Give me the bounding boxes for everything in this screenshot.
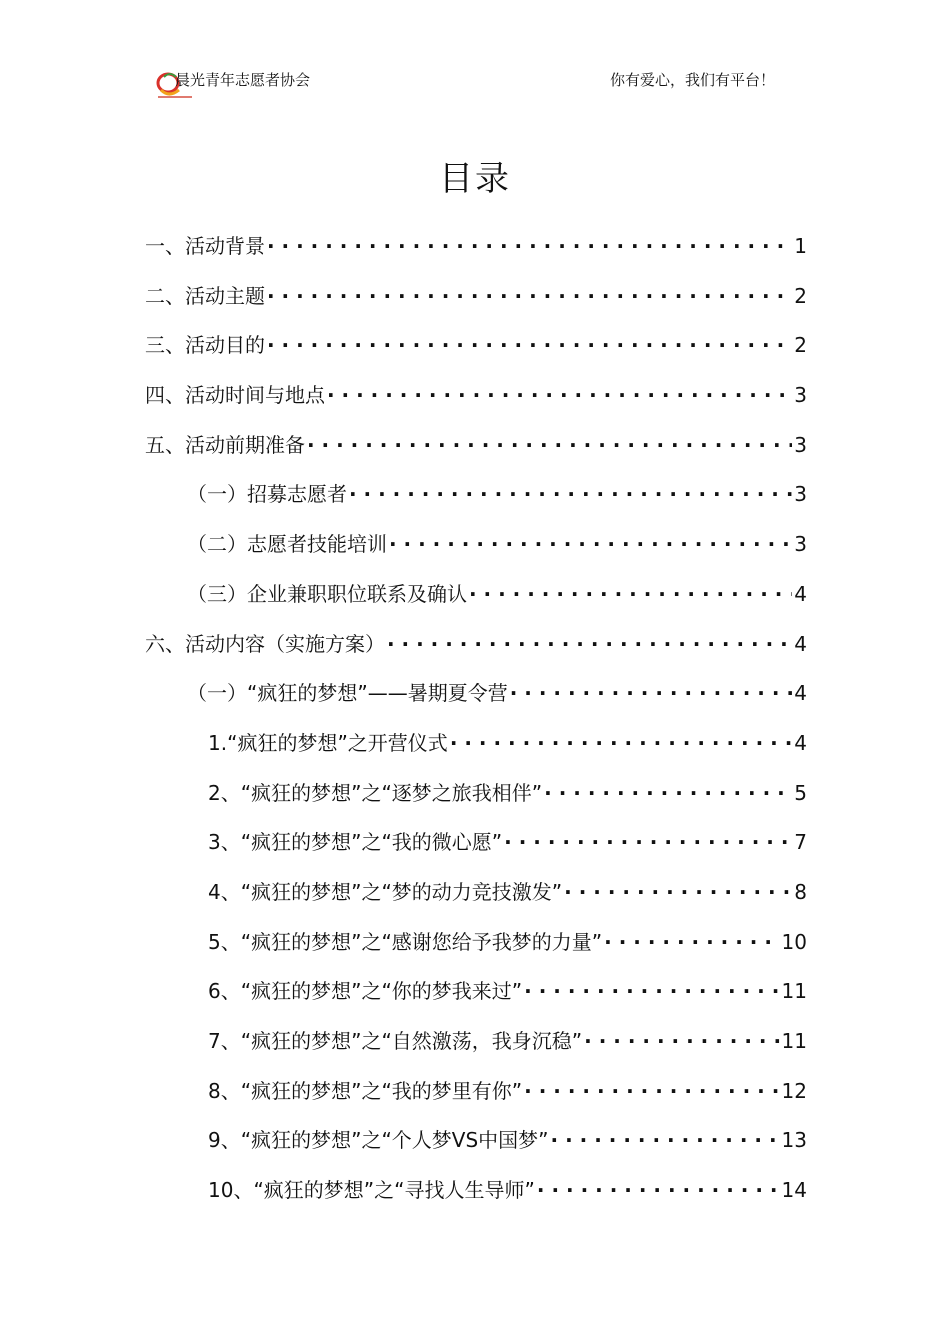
toc-entry-title: 4、“疯狂的梦想”之“梦的动力竞技激发” bbox=[208, 879, 563, 904]
toc-entry-page-number: 3 bbox=[794, 482, 807, 507]
organization-name: 晨光青年志愿者协会 bbox=[175, 71, 311, 89]
toc-entry[interactable] bbox=[145, 1025, 807, 1075]
toc-entry-page-number: 4 bbox=[794, 631, 807, 656]
toc-entry[interactable] bbox=[145, 727, 807, 777]
toc-entry-title: 一、活动背景 bbox=[145, 234, 265, 258]
toc-dot-leader bbox=[267, 333, 792, 357]
toc-dot-leader bbox=[267, 284, 792, 308]
toc-entry-page-number: 2 bbox=[794, 333, 807, 358]
toc-entry[interactable] bbox=[145, 1174, 807, 1224]
toc-entry-page-number: 8 bbox=[794, 879, 807, 904]
toc-entry-title: 5、“疯狂的梦想”之“感谢您给予我梦的力量” bbox=[208, 929, 603, 954]
toc-dot-leader bbox=[584, 1029, 779, 1053]
toc-entry[interactable] bbox=[145, 329, 807, 379]
toc-dot-leader bbox=[504, 830, 792, 854]
toc-dot-leader bbox=[469, 582, 792, 606]
toc-dot-leader bbox=[349, 482, 792, 506]
toc-entry-title: 五、活动前期准备 bbox=[145, 432, 305, 457]
toc-dot-leader bbox=[327, 383, 792, 407]
toc-dot-leader bbox=[604, 930, 779, 954]
toc-entry-title: 7、“疯狂的梦想”之“自然激荡，我身沉稳” bbox=[208, 1029, 583, 1053]
toc-entry[interactable] bbox=[145, 578, 807, 628]
toc-dot-leader bbox=[524, 979, 779, 1003]
toc-dot-leader bbox=[544, 781, 792, 805]
toc-entry-title: 10、“疯狂的梦想”之“寻找人生导师” bbox=[208, 1178, 535, 1203]
toc-entry-page-number: 5 bbox=[794, 780, 807, 805]
toc-entry[interactable] bbox=[145, 677, 807, 727]
toc-entry-page-number: 3 bbox=[794, 383, 807, 408]
toc-entry-title: 二、活动主题 bbox=[145, 283, 265, 308]
header-slogan: 你有爱心，我们有平台！ bbox=[609, 71, 775, 89]
toc-entry-page-number: 10 bbox=[781, 929, 807, 954]
toc-entry-page-number: 14 bbox=[781, 1178, 807, 1203]
toc-entry-title: 六、活动内容（实施方案） bbox=[145, 631, 385, 656]
toc-entry[interactable] bbox=[145, 628, 807, 678]
toc-dot-leader bbox=[551, 1128, 780, 1152]
toc-dot-leader bbox=[537, 1178, 780, 1202]
toc-entry-title: （一）“疯狂的梦想”——暑期夏令营 bbox=[187, 681, 508, 706]
toc-entry[interactable] bbox=[145, 379, 807, 429]
toc-entry-title: 2、“疯狂的梦想”之“逐梦之旅我相伴” bbox=[208, 780, 543, 805]
toc-entry[interactable] bbox=[145, 975, 807, 1025]
toc-entry-title: 三、活动目的 bbox=[145, 333, 265, 358]
toc-entry-page-number: 12 bbox=[781, 1078, 807, 1103]
toc-entry-title: 3、“疯狂的梦想”之“我的微心愿” bbox=[208, 830, 503, 855]
toc-entry-title: 四、活动时间与地点 bbox=[145, 383, 325, 408]
toc-entry[interactable] bbox=[145, 777, 807, 827]
toc-dot-leader bbox=[524, 1079, 779, 1103]
toc-entry-page-number: 13 bbox=[781, 1128, 807, 1153]
toc-entry[interactable] bbox=[145, 478, 807, 528]
toc-entry-page-number: 11 bbox=[781, 1029, 807, 1053]
toc-entry[interactable] bbox=[145, 429, 807, 479]
toc-entry-page-number: 4 bbox=[794, 730, 807, 755]
toc-entry-title: （一）招募志愿者 bbox=[187, 482, 347, 507]
page-header bbox=[155, 66, 775, 102]
toc-entry[interactable] bbox=[145, 280, 807, 330]
toc-entry-title: （三）企业兼职职位联系及确认 bbox=[187, 581, 467, 606]
toc-entry-page-number: 1 bbox=[794, 234, 807, 258]
toc-dot-leader bbox=[267, 234, 792, 258]
toc-dot-leader bbox=[387, 632, 792, 656]
table-of-contents bbox=[145, 230, 807, 1224]
toc-entry[interactable] bbox=[145, 1075, 807, 1125]
toc-entry-page-number: 3 bbox=[794, 432, 807, 457]
toc-entry[interactable] bbox=[145, 826, 807, 876]
toc-entry[interactable] bbox=[145, 926, 807, 976]
toc-entry[interactable] bbox=[145, 1124, 807, 1174]
toc-entry-title: 6、“疯狂的梦想”之“你的梦我来过” bbox=[208, 979, 523, 1004]
toc-entry-title: 1.“疯狂的梦想”之开营仪式 bbox=[208, 730, 448, 755]
toc-entry-page-number: 2 bbox=[794, 283, 807, 308]
toc-entry[interactable] bbox=[145, 528, 807, 578]
toc-entry[interactable] bbox=[145, 230, 807, 280]
toc-entry-page-number: 4 bbox=[794, 581, 807, 606]
toc-entry-page-number: 11 bbox=[781, 979, 807, 1004]
toc-entry-page-number: 7 bbox=[794, 830, 807, 855]
toc-entry-title: （二）志愿者技能培训 bbox=[187, 532, 387, 557]
toc-entry-title: 9、“疯狂的梦想”之“个人梦VS中国梦” bbox=[208, 1128, 549, 1153]
toc-dot-leader bbox=[564, 880, 792, 904]
toc-entry-title: 8、“疯狂的梦想”之“我的梦里有你” bbox=[208, 1078, 523, 1103]
toc-dot-leader bbox=[510, 681, 793, 705]
toc-entry-page-number: 3 bbox=[794, 532, 807, 557]
toc-entry[interactable] bbox=[145, 876, 807, 926]
toc-entry-page-number: 4 bbox=[794, 681, 807, 706]
toc-dot-leader bbox=[450, 731, 792, 755]
toc-dot-leader bbox=[307, 433, 792, 457]
toc-dot-leader bbox=[389, 532, 792, 556]
page-title: 目录 bbox=[439, 158, 511, 199]
